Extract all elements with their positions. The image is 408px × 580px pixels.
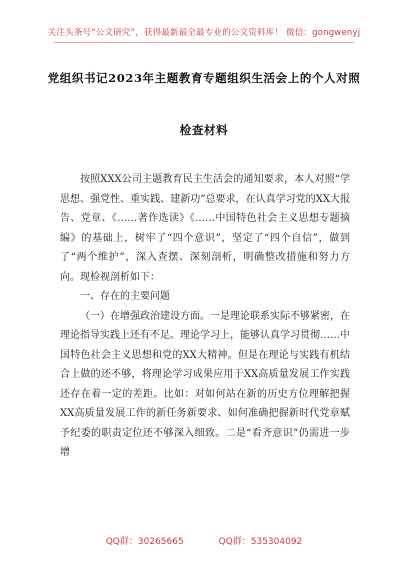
section-heading: 一、存在的主要问题	[80, 291, 170, 302]
document-title-continued: 检查材料	[179, 123, 229, 137]
banner-divider	[54, 42, 354, 43]
qq-group-1: QQ群：30265665	[105, 537, 184, 547]
qq-group-2: QQ群：535304092	[218, 537, 303, 547]
footer-contacts	[0, 534, 408, 547]
document-body	[60, 170, 350, 463]
intro-paragraph: 按照XXX公司主题教育民主生活会的通知要求，本人对照“学思想、强党性、重实践、建新功”总要求，在认真学习党的XX大报告、党章、《……著作选读》《……中国特色社会主义思想专题摘编》的基础上，树牢了“四个意识”，坚定了“四个自信”，做到了“两个维护”，深入查摆、深刻剖析，明确整改措施和努力方向。现检视剖析如下：	[60, 174, 350, 283]
promo-banner: 关注头条号“公文研究”，获得最新最全最专业的公文资料库！ 微信：gongwenyj	[47, 28, 361, 38]
body-paragraph: （一）在增强政治建设方面。一是理论联系实际不够紧密，在理论指导实践上还有不足。理论学习上，能够认真学习贯彻……中国特色社会主义思想和党的XX大精神。但是在理论与实践有机结合上做的还不够，将理论学习成果应用于XX高质量发展工作实践还存在着一定的差距。比如：对如何站在新的历史方位理解把握XX高质量发展工作的新任务新要求、如何准确把握新时代党章赋予纪委的职责定位还不够深入细致。二是“看齐意识”仍需进一步增	[60, 310, 350, 458]
document-title: 党组织书记2023年主题教育专题组织生活会上的个人对照	[47, 71, 361, 85]
